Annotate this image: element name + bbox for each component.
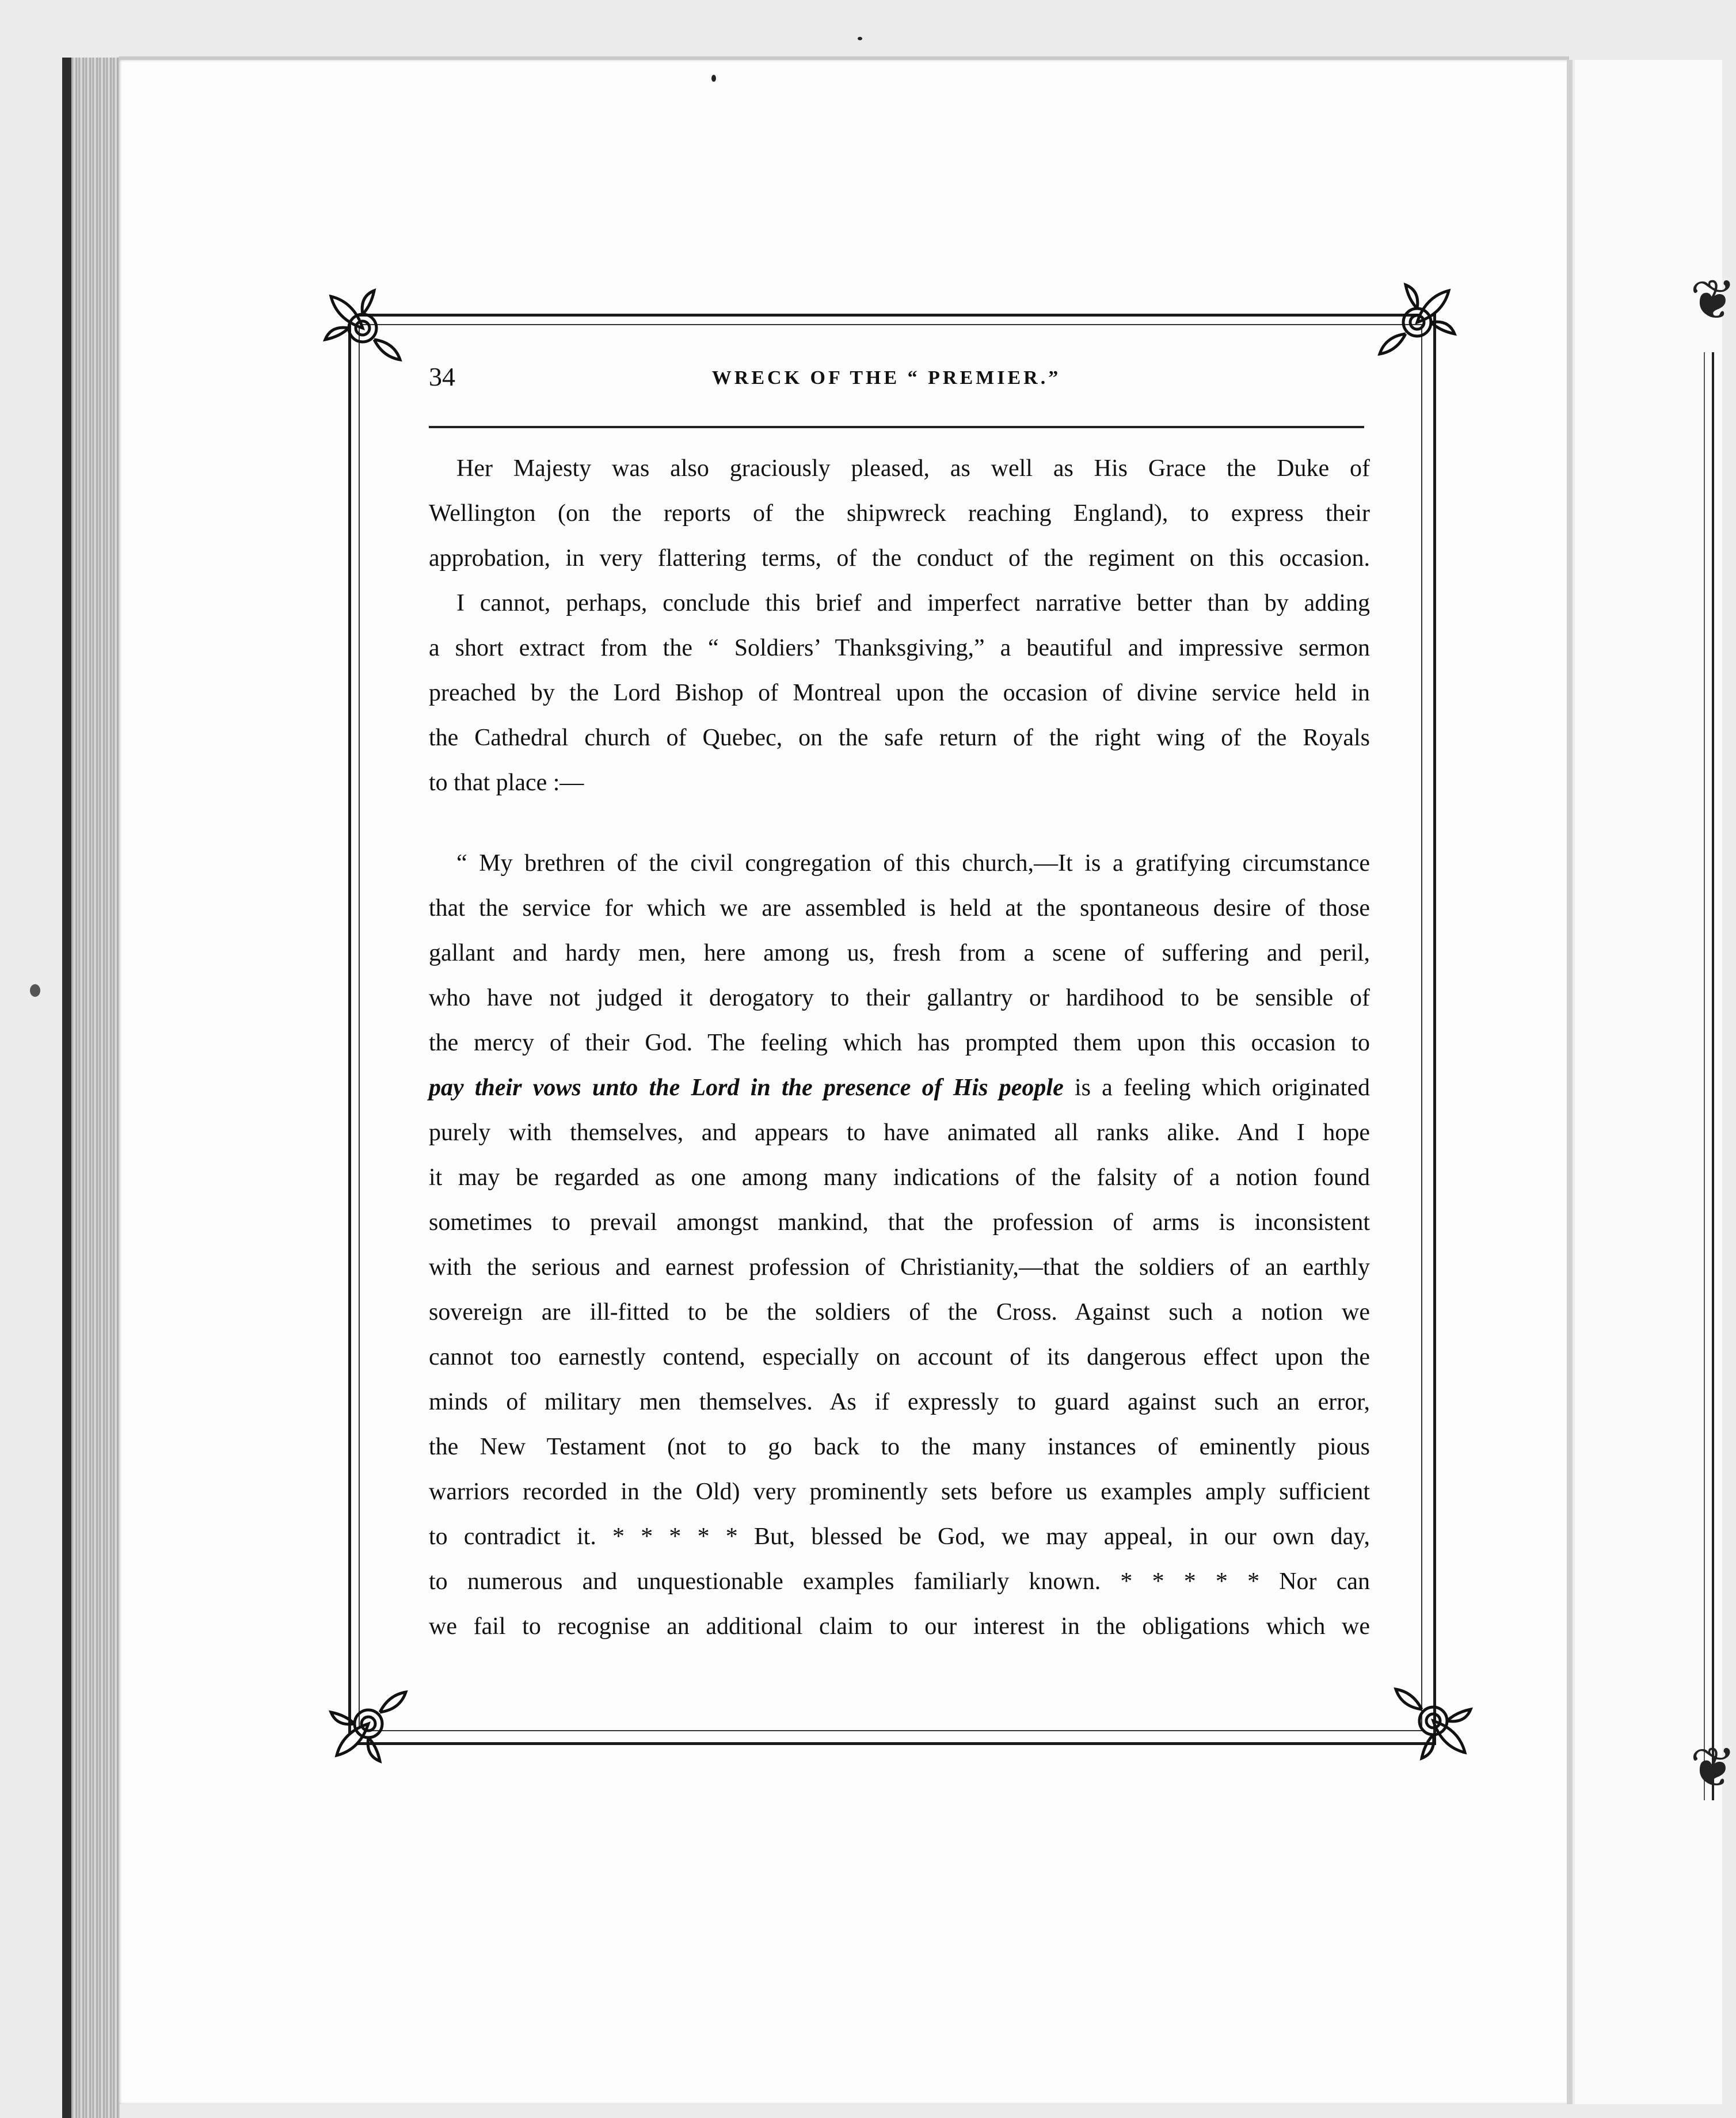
text-line: that the service for which we are assembled is held at the spontaneous desire of those [429, 895, 1370, 921]
text-line: it may be regarded as one among many indications of the falsity of a notion found [429, 1164, 1370, 1191]
facing-page-corner-ornament: ❦ [1690, 269, 1736, 331]
facing-page-corner-ornament: ❦ [1690, 1737, 1736, 1799]
text-line: to that place :— [429, 770, 584, 796]
facing-page-frame-rule [1704, 352, 1705, 1800]
paragraph [429, 446, 1370, 581]
text-line: the Cathedral church of Quebec, on the safe return of the right wing of the Royals [429, 725, 1370, 751]
corner-ornament-top-right-icon [1374, 279, 1460, 365]
paragraph-gap [429, 805, 1370, 841]
text-line: minds of military men themselves. As if expressly to guard against such an error, [429, 1389, 1370, 1415]
text-line: gallant and hardy men, here among us, fresh from a scene of suffering and peril, [429, 940, 1370, 966]
running-head: WRECK OF THE “ PREMIER.” [711, 367, 1061, 388]
scan-speck [30, 984, 40, 997]
text-line: warriors recorded in the Old) very prominently sets before us examples amply sufficient [429, 1479, 1370, 1505]
text-line: Wellington (on the reports of the shipwreck reaching England), to express their [429, 500, 1370, 527]
header-rule [429, 426, 1364, 428]
text-line: to contradict it. * * * * * But, blessed be God, we may appeal, in our own day, [429, 1523, 1370, 1550]
scan-speck [858, 37, 862, 40]
text-line: approbation, in very flattering terms, of the conduct of the regiment on this occasion. [429, 545, 1370, 572]
text-line: I cannot, perhaps, conclude this brief and imperfect narrative better than by adding [456, 590, 1370, 616]
text-line: who have not judged it derogatory to their gallantry or hardihood to be sensible of [429, 985, 1370, 1011]
text-line: purely with themselves, and appears to have animated all ranks alike. And I hope [429, 1119, 1370, 1146]
scan-speck [711, 75, 716, 82]
text-line: Her Majesty was also graciously pleased, as well as His Grace the Duke of [456, 455, 1370, 482]
corner-ornament-bottom-left-icon [325, 1681, 412, 1767]
text-fragment: is a feeling which originated [1074, 1075, 1370, 1101]
text-line: sometimes to prevail amongst mankind, that the profession of arms is inconsistent [429, 1209, 1370, 1236]
text-line: “ My brethren of the civil congregation of this church,—It is a gratifying circumstance [456, 850, 1370, 877]
italic-phrase: pay their vows unto the Lord in the presence of His people [429, 1075, 1064, 1101]
corner-ornament-top-left-icon [319, 285, 406, 371]
text-line [429, 1065, 1370, 1110]
text-line: a short extract from the “ Soldiers’ Thanksgiving,” a beautiful and impressive sermon [429, 635, 1370, 661]
corner-ornament-bottom-right-icon [1390, 1678, 1476, 1764]
text-line: the New Testament (not to go back to the many instances of eminently pious [429, 1434, 1370, 1460]
text-line: cannot too earnestly contend, especially on account of its dangerous effect upon the [429, 1344, 1370, 1370]
page-number: 34 [429, 362, 455, 391]
text-line: preached by the Lord Bishop of Montreal upon the occasion of divine service held in [429, 680, 1370, 706]
text-line: the mercy of their God. The feeling which has prompted them upon this occasion to [429, 1030, 1370, 1056]
text-line: sovereign are ill-fitted to be the soldiers of the Cross. Against such a notion we [429, 1299, 1370, 1325]
text-line: we fail to recognise an additional claim to our interest in the obligations which we [429, 1613, 1370, 1640]
text-line: with the serious and earnest profession of Christianity,—that the soldiers of an earthly [429, 1254, 1370, 1281]
page-gutter [1567, 60, 1573, 2104]
text-line: to numerous and unquestionable examples familiarly known. * * * * * Nor can [429, 1568, 1370, 1595]
paragraph [429, 581, 1370, 805]
facing-page-sliver [1575, 60, 1736, 2104]
quoted-sermon [429, 841, 1370, 1649]
book-spine-shadow [62, 58, 71, 2118]
body-text [429, 446, 1370, 1649]
facing-page-frame-rule [1712, 352, 1714, 1800]
